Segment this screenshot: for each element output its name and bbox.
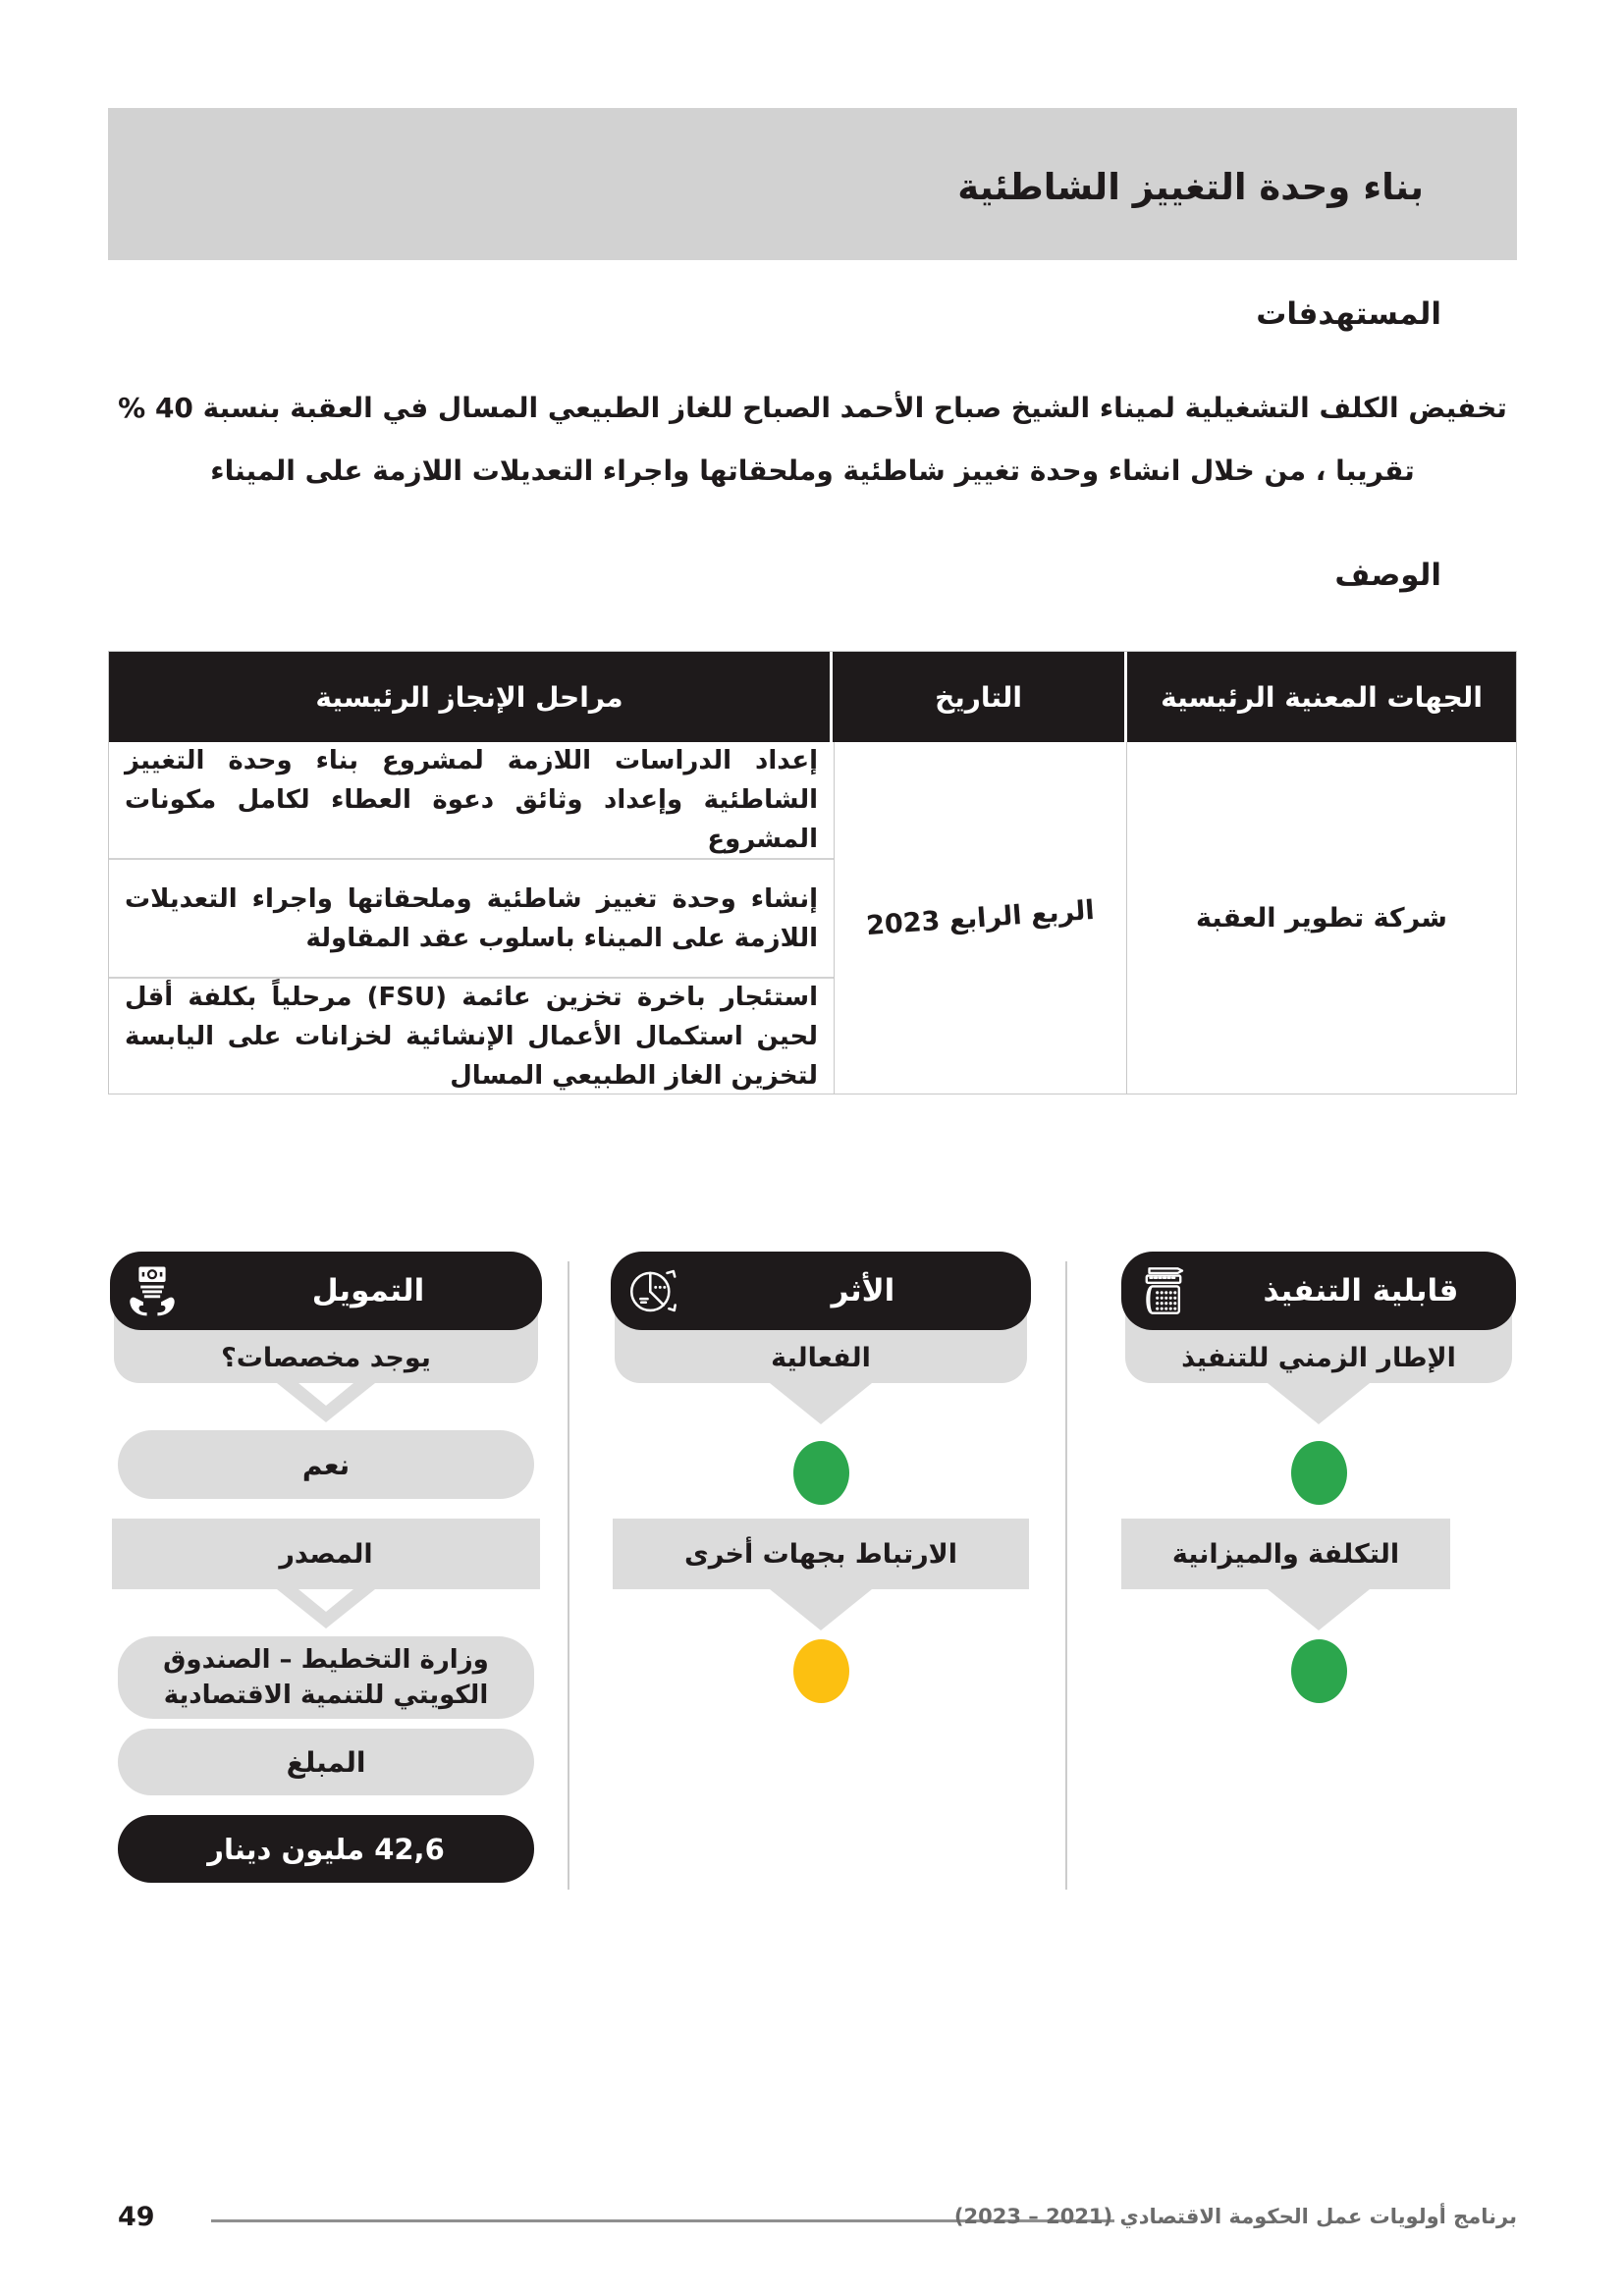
milestone-text: إعداد الدراسات اللازمة لمشروع بناء وحدة التغييز الشاطئية وإعداد وثائق دعوة العطاء لكامل مكونات المشروع xyxy=(125,746,818,854)
entity-value: شركة تطوير العقبة xyxy=(1196,902,1447,934)
title-banner xyxy=(108,108,1517,260)
impact-item-1-label: الفعالية xyxy=(615,1291,1027,1383)
description-heading: الوصف xyxy=(1334,558,1441,593)
table-body xyxy=(108,742,1517,1095)
funding-amount-label: المبلغ xyxy=(118,1729,534,1795)
milestone-row xyxy=(109,742,834,860)
page-title: بناء وحدة التغييز الشاطئية xyxy=(957,166,1424,208)
targets-heading: المستهدفات xyxy=(1256,296,1441,332)
feasibility-header xyxy=(1121,1252,1516,1330)
pie-chart-icon xyxy=(611,1262,695,1319)
impact-item-2-label: الارتباط بجهات أخرى xyxy=(613,1519,1029,1589)
funding-title: التمويل xyxy=(311,1273,425,1308)
table-cell-entity xyxy=(1126,742,1516,1094)
planner-icon xyxy=(1121,1262,1206,1319)
card-funding xyxy=(110,1252,542,1890)
callout-tail xyxy=(770,1383,872,1424)
funding-source-label: المصدر xyxy=(112,1519,540,1589)
card-feasibility xyxy=(1121,1252,1516,1890)
targets-paragraph: تخفيض الكلف التشغيلية لميناء الشيخ صباح الأحمد الصباح للغاز الطبيعي المسال في العقبة بنسبة 40 % تقريبا ، من خلال انشاء وحدة تغييز شاطئية وملحقاتها واجراء التعديلات اللازمة على الميناء xyxy=(118,392,1507,487)
footer-program-name: برنامج أولويات عمل الحكومة الاقتصادي (2021 – 2023) xyxy=(953,2205,1517,2228)
card-impact xyxy=(611,1252,1031,1890)
table-header-row xyxy=(108,651,1517,742)
hands-money-icon xyxy=(110,1262,194,1319)
table-header-milestones: مراحل الإنجاز الرئيسية xyxy=(109,652,830,742)
description-table xyxy=(108,651,1517,1095)
table-cell-milestones xyxy=(109,742,834,1094)
table-header-date: التاريخ xyxy=(833,652,1124,742)
milestone-text: إنشاء وحدة تغييز شاطئية وملحقاتها واجراء التعديلات اللازمة على الميناء باسلوب عقد المقاولة xyxy=(125,883,818,953)
milestone-row xyxy=(109,979,834,1094)
column-divider xyxy=(1065,1261,1067,1890)
funding-source-value: وزارة التخطيط – الصندوق الكويتي للتنمية الاقتصادية xyxy=(118,1636,534,1719)
callout-tail xyxy=(1268,1589,1370,1630)
table-cell-date xyxy=(834,742,1126,1094)
funding-answer: نعم xyxy=(118,1430,534,1499)
date-value: الربع الرابع 2023 xyxy=(865,894,1096,941)
arrow-notch xyxy=(298,1589,353,1612)
feasibility-item-2-label: التكلفة والميزانية xyxy=(1121,1519,1450,1589)
impact-title: الأثر xyxy=(831,1273,895,1308)
funding-amount-value: 42,6 مليون دينار xyxy=(118,1815,534,1883)
status-dot xyxy=(1291,1441,1347,1505)
table-header-entities: الجهات المعنية الرئيسية xyxy=(1127,652,1516,742)
page-number: 49 xyxy=(118,2202,155,2232)
arrow-notch xyxy=(298,1383,353,1406)
status-dot xyxy=(793,1441,849,1505)
feasibility-title: قابلية التنفيذ xyxy=(1263,1273,1459,1308)
callout-tail xyxy=(770,1589,872,1630)
funding-header xyxy=(110,1252,542,1330)
funding-question-label: يوجد مخصصات؟ xyxy=(114,1291,538,1383)
status-dot xyxy=(793,1639,849,1703)
feasibility-item-1-label: الإطار الزمني للتنفيذ xyxy=(1125,1291,1512,1383)
impact-header xyxy=(611,1252,1031,1330)
status-dot xyxy=(1291,1639,1347,1703)
callout-tail xyxy=(1268,1383,1370,1424)
milestone-row xyxy=(109,860,834,979)
column-divider xyxy=(568,1261,569,1890)
milestone-text: استئجار باخرة تخزين عائمة (FSU) مرحلياً بكلفة أقل لحين استكمال الأعمال الإنشائية لخزانات على اليابسة لتخزين الغاز الطبيعي المسال xyxy=(125,982,818,1091)
